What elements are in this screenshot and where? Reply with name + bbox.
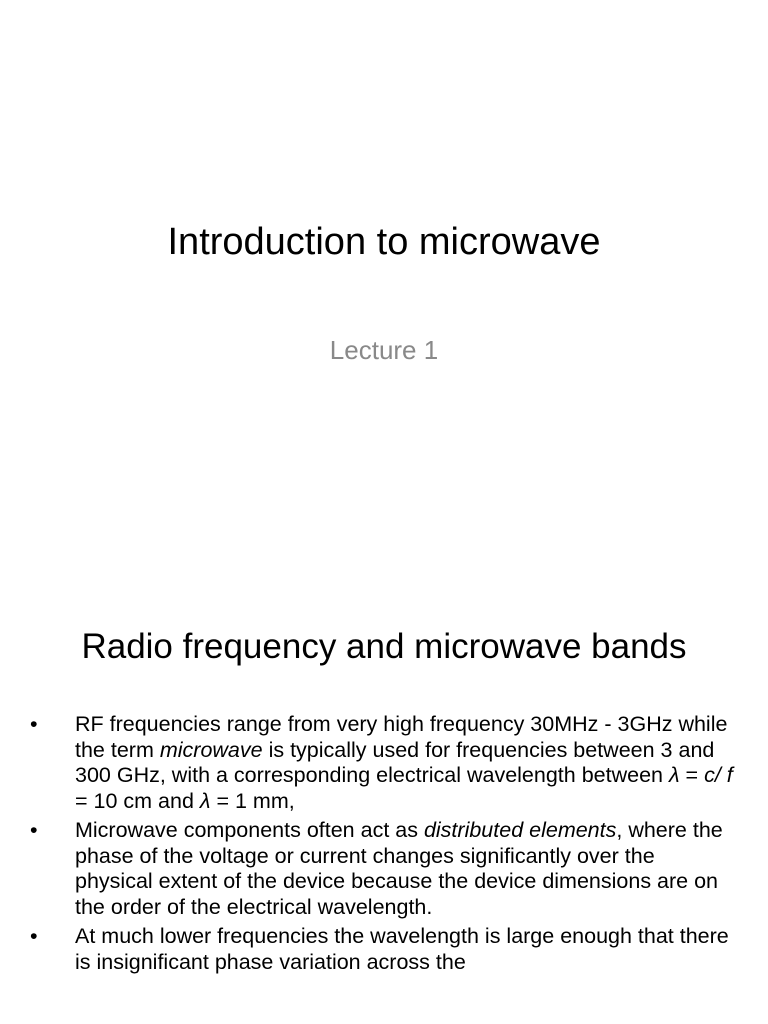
- bullet-text: RF frequencies range from very high frequency 30MHz - 3GHz while the term microwave is typically used for frequencies between 3 and 300 GHz, with a corresponding electrical wavelength between λ = c/ f = 10 cm and λ = 1 mm,: [75, 712, 733, 813]
- bullet-text: Microwave components often act as distributed elements, where the phase of the voltage or current changes significantly over the physical extent of the device because the device dimensions are on the order of the electrical wavelength.: [75, 818, 723, 919]
- bullet-item: [26, 924, 738, 975]
- slide-heading: Radio frequency and microwave bands: [81, 627, 687, 666]
- bullet-item: [26, 818, 738, 920]
- bullet-text: At much lower frequencies the wavelength is large enough that there is insignificant phase variation across the: [75, 924, 729, 974]
- bullet-marker: •: [30, 712, 38, 736]
- bullet-marker: •: [30, 924, 38, 948]
- content-slide: [0, 576, 768, 1024]
- slide-title: Introduction to microwave: [167, 221, 601, 263]
- bullet-marker: •: [30, 818, 38, 842]
- slide-subtitle: Lecture 1: [329, 335, 439, 365]
- bullet-list: [26, 712, 738, 979]
- bullet-item: [26, 712, 738, 814]
